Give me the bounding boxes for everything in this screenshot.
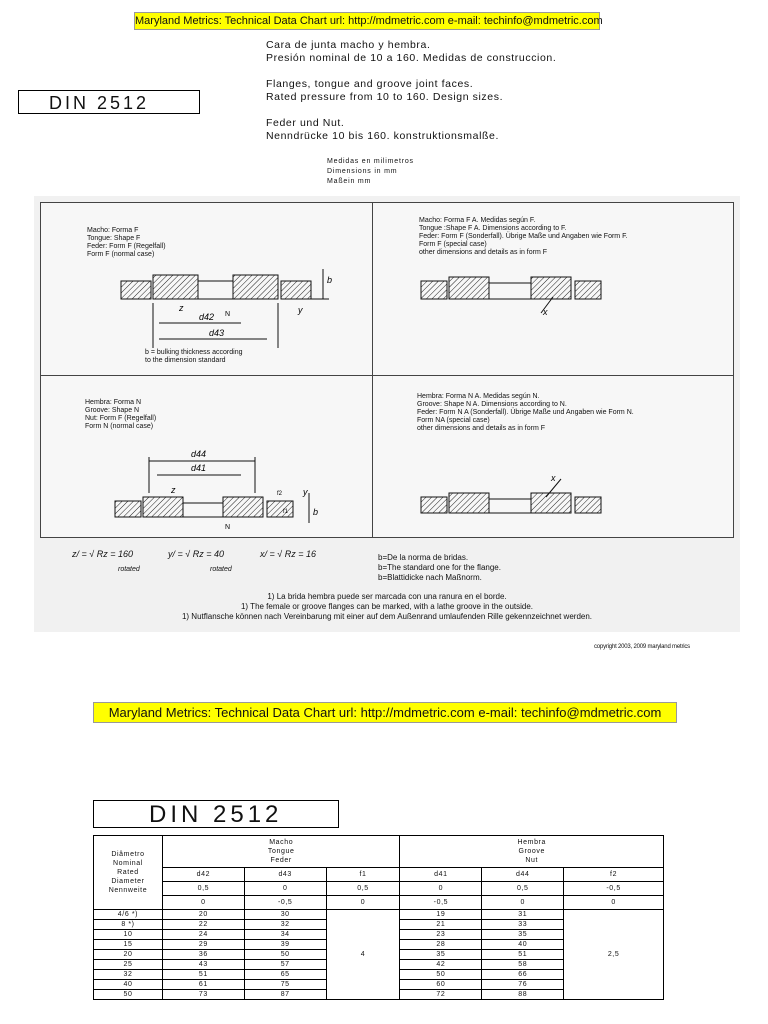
- cell-d44: 76: [482, 980, 564, 990]
- col-f1-header: f1: [326, 868, 400, 882]
- rotated-label-1: rotated: [118, 566, 140, 573]
- q3-note-3: Nut: Form F (Regelfall): [85, 415, 157, 422]
- tol-plus: -0,5: [564, 882, 664, 896]
- cell-d44: 51: [482, 950, 564, 960]
- desc-en-2: Rated pressure from 10 to 160. Design sizes.: [266, 91, 504, 103]
- col-d41-header: d41: [400, 868, 482, 882]
- cell-d42: 61: [162, 980, 244, 990]
- cell-d44: 88: [482, 990, 564, 1000]
- rotated-label-2: rotated: [210, 566, 232, 573]
- q3-y-label: y: [303, 487, 308, 497]
- flange-drawing: [34, 196, 740, 632]
- cell-f2: 2,5: [564, 910, 664, 1000]
- q3-note-4: Form N (normal case): [85, 423, 154, 430]
- q1-bnote-1: b = bulking thickness according: [145, 349, 243, 356]
- desc-de-2: Nenndrücke 10 bis 160. konstruktionsmalße.: [266, 130, 499, 142]
- cell-d41: 50: [400, 970, 482, 980]
- q4-note-3: Feder: Form N A (Sonderfall). Übrige Maße und Angaben wie Form N.: [417, 409, 634, 416]
- footnote-en: 1) The female or groove flanges can be marked, with a lathe groove in the outside.: [240, 602, 534, 611]
- q2-section: [421, 277, 601, 313]
- col-d43-header: d43: [244, 868, 326, 882]
- q1-note-2: Tongue: Shape F: [87, 235, 141, 242]
- tol-plus: 0,5: [482, 882, 564, 896]
- cell-nominal: 40: [94, 980, 163, 990]
- tol-plus: 0: [244, 882, 326, 896]
- cell-d43: 50: [244, 950, 326, 960]
- cell-d43: 32: [244, 920, 326, 930]
- cell-d42: 20: [162, 910, 244, 920]
- tol-minus: 0: [326, 896, 400, 910]
- cell-d44: 33: [482, 920, 564, 930]
- tol-plus: 0,5: [326, 882, 400, 896]
- cell-nominal: 15: [94, 940, 163, 950]
- standard-title: DIN 2512: [18, 90, 200, 114]
- b-note-de: b=Blattidicke nach Maßnorm.: [378, 573, 482, 582]
- q4-note-2: Groove: Shape N A. Dimensions according to N.: [417, 401, 567, 408]
- cell-nominal: 50: [94, 990, 163, 1000]
- cell-d42: 29: [162, 940, 244, 950]
- cell-d42: 22: [162, 920, 244, 930]
- drawing-grid: [40, 202, 734, 538]
- q1-note-4: Form F (normal case): [87, 251, 155, 258]
- table-row: [94, 910, 664, 920]
- footnote-es: 1) La brida hembra puede ser marcada con una ranura en el borde.: [267, 592, 507, 601]
- cell-d43: 87: [244, 990, 326, 1000]
- q2-note-1: Macho: Forma F A. Medidas según F.: [419, 217, 536, 224]
- cell-nominal: 25: [94, 960, 163, 970]
- b-note-es: b=De la norma de bridas.: [378, 553, 469, 562]
- col-f2-header: f2: [564, 868, 664, 882]
- cell-d42: 43: [162, 960, 244, 970]
- cell-d42: 24: [162, 930, 244, 940]
- equation-x: x/ = √ Rz = 16: [260, 549, 316, 559]
- dimensions-table: [93, 835, 664, 1000]
- q4-x-label: x: [551, 473, 556, 483]
- groove-group-header: Hembra Groove Nut: [400, 836, 664, 868]
- q4-section: [421, 479, 601, 513]
- standard-title-table: DIN 2512: [93, 800, 339, 828]
- dimensions-body: [94, 910, 664, 1000]
- cell-d44: 40: [482, 940, 564, 950]
- cell-nominal: 32: [94, 970, 163, 980]
- tol-plus: 0: [400, 882, 482, 896]
- q3-z-label: z: [171, 485, 176, 495]
- desc-es-1: Cara de junta macho y hembra.: [266, 39, 431, 51]
- q1-note-1: Macho: Forma F: [87, 227, 139, 234]
- cell-d41: 23: [400, 930, 482, 940]
- nominal-diameter-header: Diâmetro Nominal Rated Diameter Nennweite: [94, 836, 163, 910]
- copyright-notice: copyright 2003, 2009 maryland metrics: [594, 644, 690, 650]
- cell-d41: 35: [400, 950, 482, 960]
- q3-note-1: Hembra: Forma N: [85, 399, 142, 406]
- tongue-group-header: Macho Tongue Feder: [162, 836, 400, 868]
- q1-d43-label: d43: [209, 328, 225, 338]
- cell-d41: 60: [400, 980, 482, 990]
- q1-n-label: N: [225, 311, 231, 318]
- q1-d42-label: d42: [199, 312, 215, 322]
- col-d42-header: d42: [162, 868, 244, 882]
- tol-minus: 0: [162, 896, 244, 910]
- cell-d44: 66: [482, 970, 564, 980]
- q3-d44-label: d44: [191, 449, 207, 459]
- col-d44-header: d44: [482, 868, 564, 882]
- equation-z: z/ = √ Rz = 160: [72, 549, 133, 559]
- tol-minus: 0: [482, 896, 564, 910]
- cell-f1: 4: [326, 910, 400, 1000]
- desc-en-1: Flanges, tongue and groove joint faces.: [266, 78, 474, 90]
- cell-d42: 51: [162, 970, 244, 980]
- cell-nominal: 4/6 *): [94, 910, 163, 920]
- cell-nominal: 10: [94, 930, 163, 940]
- q3-d41-label: d41: [191, 463, 207, 473]
- cell-d41: 21: [400, 920, 482, 930]
- q3-n-label: N: [225, 524, 231, 531]
- b-note-en: b=The standard one for the flange.: [378, 563, 501, 572]
- q4-note-5: other dimensions and details as in form F: [417, 425, 546, 432]
- cell-d43: 75: [244, 980, 326, 990]
- cell-d41: 42: [400, 960, 482, 970]
- units-es: Medidas en milimetros: [327, 158, 414, 165]
- banner-bottom: Maryland Metrics: Technical Data Chart url: http://mdmetric.com e-mail: techinfo@mdmetric.com: [93, 702, 677, 723]
- q4-note-1: Hembra: Forma N A. Medidas según N.: [417, 393, 540, 400]
- cell-d44: 31: [482, 910, 564, 920]
- cell-d41: 72: [400, 990, 482, 1000]
- q3-b-label: b: [313, 507, 319, 517]
- cell-nominal: 8 *): [94, 920, 163, 930]
- cell-d42: 73: [162, 990, 244, 1000]
- cell-d43: 39: [244, 940, 326, 950]
- cell-d44: 58: [482, 960, 564, 970]
- footnote-de: 1) Nutflansche können nach Vereinbarung mit einer auf dem Außenrand umlaufenden Rille gekennzeichnet werden.: [181, 612, 593, 621]
- cell-d43: 57: [244, 960, 326, 970]
- flange-sections-svg: [41, 203, 733, 537]
- q1-z-label: z: [179, 303, 184, 313]
- cell-d43: 65: [244, 970, 326, 980]
- q1-y-label: y: [298, 305, 303, 315]
- cell-d43: 34: [244, 930, 326, 940]
- cell-nominal: 20: [94, 950, 163, 960]
- tol-minus: -0,5: [400, 896, 482, 910]
- cell-d41: 28: [400, 940, 482, 950]
- q3-f2-label: f2: [277, 491, 283, 497]
- q2-note-5: other dimensions and details as in form F: [419, 249, 548, 256]
- banner-top: Maryland Metrics: Technical Data Chart url: http://mdmetric.com e-mail: techinfo@mdmetric.com: [134, 12, 600, 30]
- tol-plus: 0,5: [162, 882, 244, 896]
- cell-d44: 35: [482, 930, 564, 940]
- q1-note-3: Feder: Form F (Regelfall): [87, 243, 166, 250]
- q2-note-3: Feder: Form F (Sonderfall). Übrige Maße und Angaben wie Form F.: [419, 233, 628, 240]
- units-en: Dimensions in mm: [327, 168, 398, 175]
- tol-minus: -0,5: [244, 896, 326, 910]
- q1-bnote-2: to the dimension standard: [145, 357, 226, 364]
- q3-section: [115, 457, 309, 523]
- equation-y: y/ = √ Rz = 40: [168, 549, 224, 559]
- desc-de-1: Feder und Nut.: [266, 117, 345, 129]
- cell-d42: 36: [162, 950, 244, 960]
- q2-note-4: Form F (special case): [419, 241, 487, 248]
- desc-es-2: Presión nominal de 10 a 160. Medidas de construccion.: [266, 52, 557, 64]
- q2-note-2: Tongue :Shape F A. Dimensions according to F.: [419, 225, 567, 232]
- q2-x-label: x: [543, 307, 548, 317]
- q3-f1-label: f1: [283, 509, 289, 515]
- units-de: Maßein mm: [327, 178, 372, 185]
- tol-minus: 0: [564, 896, 664, 910]
- cell-d43: 30: [244, 910, 326, 920]
- q3-note-2: Groove: Shape N: [85, 407, 140, 414]
- cell-d41: 19: [400, 910, 482, 920]
- q1-b-label: b: [327, 275, 333, 285]
- q4-note-4: Form NA (special case): [417, 417, 490, 424]
